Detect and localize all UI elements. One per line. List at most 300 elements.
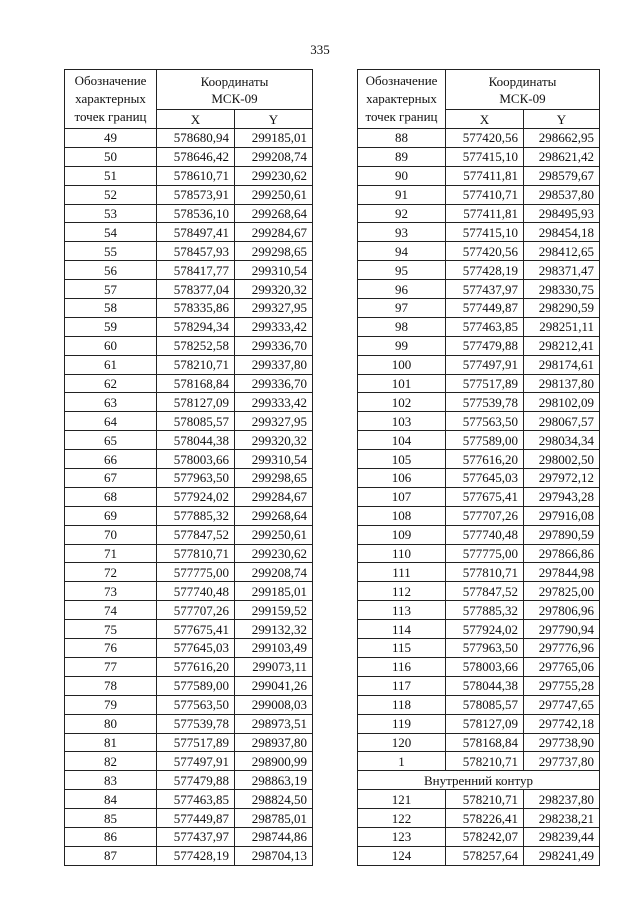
- x-cell: 578168,84: [157, 374, 235, 393]
- y-column-header: Y: [524, 110, 600, 129]
- table-row: [65, 639, 313, 658]
- header-row: [358, 70, 600, 110]
- point-label-header: [358, 70, 446, 129]
- table-row: [65, 412, 313, 431]
- coordinates-header-line: МСК-09: [499, 90, 546, 106]
- y-cell: 298495,93: [524, 204, 600, 223]
- x-cell: 578417,77: [157, 261, 235, 280]
- coordinates-table-left: [64, 69, 313, 866]
- y-cell: 298238,21: [524, 809, 600, 828]
- point-cell: 75: [65, 620, 157, 639]
- table-row: [65, 846, 313, 865]
- x-cell: 578610,71: [157, 166, 235, 185]
- table-row: [65, 355, 313, 374]
- table-row: [358, 129, 600, 148]
- x-cell: 577924,02: [157, 487, 235, 506]
- x-cell: 577616,20: [157, 657, 235, 676]
- table-row: [65, 204, 313, 223]
- x-cell: 578257,64: [446, 846, 524, 865]
- y-cell: 297755,28: [524, 676, 600, 695]
- table-row: [358, 506, 600, 525]
- point-cell: 78: [65, 676, 157, 695]
- table-row: [358, 639, 600, 658]
- x-cell: 577539,78: [157, 714, 235, 733]
- point-cell: 92: [358, 204, 446, 223]
- y-cell: 297890,59: [524, 525, 600, 544]
- y-cell: 299333,42: [235, 393, 313, 412]
- x-cell: 577645,03: [157, 639, 235, 658]
- x-cell: 578377,04: [157, 280, 235, 299]
- x-cell: 577740,48: [157, 582, 235, 601]
- y-cell: 297742,18: [524, 714, 600, 733]
- point-cell: 54: [65, 223, 157, 242]
- point-cell: 66: [65, 450, 157, 469]
- table-row: [358, 355, 600, 374]
- table-row: [358, 412, 600, 431]
- y-cell: 299268,64: [235, 506, 313, 525]
- y-cell: 299320,32: [235, 280, 313, 299]
- x-cell: 577420,56: [446, 129, 524, 148]
- x-cell: 578003,66: [446, 657, 524, 676]
- header-row: [65, 70, 313, 110]
- table-row: [358, 147, 600, 166]
- point-cell: 72: [65, 563, 157, 582]
- point-cell: 89: [358, 147, 446, 166]
- x-cell: 577411,81: [446, 204, 524, 223]
- x-cell: 577449,87: [157, 809, 235, 828]
- coordinates-table-right: [357, 69, 600, 866]
- table-row: [65, 676, 313, 695]
- y-cell: 298621,42: [524, 147, 600, 166]
- x-cell: 577675,41: [157, 620, 235, 639]
- point-cell: 88: [358, 129, 446, 148]
- table-row: [65, 374, 313, 393]
- x-cell: 578127,09: [157, 393, 235, 412]
- y-cell: 299132,32: [235, 620, 313, 639]
- x-cell: 578573,91: [157, 185, 235, 204]
- x-cell: 577539,78: [446, 393, 524, 412]
- point-cell: 108: [358, 506, 446, 525]
- x-cell: 577645,03: [446, 469, 524, 488]
- table-row: [358, 299, 600, 318]
- point-cell: 86: [65, 827, 157, 846]
- table-row: [358, 469, 600, 488]
- x-cell: 578127,09: [446, 714, 524, 733]
- y-cell: 298973,51: [235, 714, 313, 733]
- table-row: [358, 431, 600, 450]
- table-row: [358, 204, 600, 223]
- table-row: [358, 223, 600, 242]
- x-cell: 577497,91: [157, 752, 235, 771]
- x-cell: 577675,41: [446, 487, 524, 506]
- point-cell: 71: [65, 544, 157, 563]
- y-cell: 297790,94: [524, 620, 600, 639]
- x-cell: 577589,00: [446, 431, 524, 450]
- table-row: [358, 714, 600, 733]
- point-cell: 113: [358, 601, 446, 620]
- x-cell: 578497,41: [157, 223, 235, 242]
- y-cell: 299103,49: [235, 639, 313, 658]
- y-cell: 297806,96: [524, 601, 600, 620]
- x-cell: 577497,91: [446, 355, 524, 374]
- point-cell: 77: [65, 657, 157, 676]
- x-cell: 578242,07: [446, 827, 524, 846]
- table-row: [65, 431, 313, 450]
- point-cell: 70: [65, 525, 157, 544]
- x-cell: 578335,86: [157, 299, 235, 318]
- y-cell: 299310,54: [235, 450, 313, 469]
- point-label-line: Обозначение: [365, 73, 438, 88]
- y-cell: 298330,75: [524, 280, 600, 299]
- point-cell: 81: [65, 733, 157, 752]
- table-row: [65, 752, 313, 771]
- table-row: [358, 317, 600, 336]
- table-row: [358, 676, 600, 695]
- point-cell: 94: [358, 242, 446, 261]
- point-cell: 82: [65, 752, 157, 771]
- y-cell: 297776,96: [524, 639, 600, 658]
- point-cell: 104: [358, 431, 446, 450]
- x-cell: 577415,10: [446, 147, 524, 166]
- x-cell: 577963,50: [157, 469, 235, 488]
- point-cell: 114: [358, 620, 446, 639]
- y-cell: 299284,67: [235, 223, 313, 242]
- table-row: [65, 393, 313, 412]
- x-cell: 577885,32: [157, 506, 235, 525]
- table-row: [358, 261, 600, 280]
- y-cell: 298704,13: [235, 846, 313, 865]
- x-cell: 578536,10: [157, 204, 235, 223]
- y-cell: 297737,80: [524, 752, 600, 771]
- x-cell: 577707,26: [157, 601, 235, 620]
- y-cell: 299230,62: [235, 166, 313, 185]
- x-cell: 577479,88: [157, 771, 235, 790]
- y-column-header: Y: [235, 110, 313, 129]
- x-cell: 578044,38: [446, 676, 524, 695]
- point-cell: 85: [65, 809, 157, 828]
- x-cell: 577463,85: [446, 317, 524, 336]
- point-cell: 100: [358, 355, 446, 374]
- y-cell: 298785,01: [235, 809, 313, 828]
- y-cell: 299185,01: [235, 582, 313, 601]
- y-cell: 299250,61: [235, 525, 313, 544]
- x-cell: 577563,50: [157, 695, 235, 714]
- point-cell: 53: [65, 204, 157, 223]
- table-row: [65, 242, 313, 261]
- point-cell: 1: [358, 752, 446, 771]
- point-cell: 62: [65, 374, 157, 393]
- y-cell: 298371,47: [524, 261, 600, 280]
- point-cell: 84: [65, 790, 157, 809]
- y-cell: 297765,06: [524, 657, 600, 676]
- x-cell: 578210,71: [157, 355, 235, 374]
- y-cell: 298002,50: [524, 450, 600, 469]
- table-row: [358, 601, 600, 620]
- y-cell: 299327,95: [235, 412, 313, 431]
- coordinates-header: [157, 70, 313, 110]
- x-cell: 578210,71: [446, 790, 524, 809]
- point-cell: 123: [358, 827, 446, 846]
- table-row: [358, 450, 600, 469]
- y-cell: 297866,86: [524, 544, 600, 563]
- table-row: [65, 601, 313, 620]
- x-cell: 577847,52: [157, 525, 235, 544]
- table-row: [358, 487, 600, 506]
- table-row: [358, 752, 600, 771]
- point-cell: 68: [65, 487, 157, 506]
- point-cell: 124: [358, 846, 446, 865]
- x-cell: 577415,10: [446, 223, 524, 242]
- point-cell: 99: [358, 336, 446, 355]
- y-cell: 299208,74: [235, 563, 313, 582]
- x-cell: 577740,48: [446, 525, 524, 544]
- y-cell: 298744,86: [235, 827, 313, 846]
- x-cell: 577775,00: [446, 544, 524, 563]
- point-cell: 93: [358, 223, 446, 242]
- point-cell: 98: [358, 317, 446, 336]
- table-row: [65, 450, 313, 469]
- point-cell: 97: [358, 299, 446, 318]
- y-cell: 299298,65: [235, 469, 313, 488]
- point-cell: 96: [358, 280, 446, 299]
- y-cell: 297825,00: [524, 582, 600, 601]
- x-column-header: X: [157, 110, 235, 129]
- y-cell: 299185,01: [235, 129, 313, 148]
- point-cell: 63: [65, 393, 157, 412]
- point-cell: 116: [358, 657, 446, 676]
- y-cell: 297738,90: [524, 733, 600, 752]
- point-cell: 107: [358, 487, 446, 506]
- y-cell: 299327,95: [235, 299, 313, 318]
- y-cell: 298900,99: [235, 752, 313, 771]
- coordinates-header-line: МСК-09: [211, 90, 258, 106]
- y-cell: 299159,52: [235, 601, 313, 620]
- table-row: [65, 771, 313, 790]
- table-row: [358, 544, 600, 563]
- point-label-line: Обозначение: [74, 73, 147, 88]
- point-cell: 55: [65, 242, 157, 261]
- table-row: [358, 582, 600, 601]
- point-cell: 90: [358, 166, 446, 185]
- point-cell: 56: [65, 261, 157, 280]
- point-cell: 117: [358, 676, 446, 695]
- x-cell: 577707,26: [446, 506, 524, 525]
- table-row: [358, 393, 600, 412]
- y-cell: 299073,11: [235, 657, 313, 676]
- table-row: [358, 620, 600, 639]
- table-row: [65, 733, 313, 752]
- point-cell: 111: [358, 563, 446, 582]
- y-cell: 298537,80: [524, 185, 600, 204]
- y-cell: 298824,50: [235, 790, 313, 809]
- page-number: 335: [310, 42, 330, 57]
- y-cell: 298241,49: [524, 846, 600, 865]
- x-cell: 577437,97: [446, 280, 524, 299]
- point-cell: 58: [65, 299, 157, 318]
- y-cell: 299008,03: [235, 695, 313, 714]
- point-cell: 109: [358, 525, 446, 544]
- point-cell: 65: [65, 431, 157, 450]
- table-row: [65, 487, 313, 506]
- x-cell: 578457,93: [157, 242, 235, 261]
- coordinates-header-line: Координаты: [488, 73, 557, 89]
- point-cell: 106: [358, 469, 446, 488]
- point-cell: 60: [65, 336, 157, 355]
- table-row: [358, 374, 600, 393]
- table-row: [65, 280, 313, 299]
- point-cell: 118: [358, 695, 446, 714]
- point-cell: 121: [358, 790, 446, 809]
- x-cell: 578226,41: [446, 809, 524, 828]
- point-cell: 120: [358, 733, 446, 752]
- point-cell: 112: [358, 582, 446, 601]
- x-cell: 577885,32: [446, 601, 524, 620]
- y-cell: 298174,61: [524, 355, 600, 374]
- x-cell: 578044,38: [157, 431, 235, 450]
- x-cell: 577449,87: [446, 299, 524, 318]
- right-table-body: [358, 129, 600, 866]
- y-cell: 298034,34: [524, 431, 600, 450]
- y-cell: 298251,11: [524, 317, 600, 336]
- y-cell: 298454,18: [524, 223, 600, 242]
- table-row: [65, 525, 313, 544]
- y-cell: 299336,70: [235, 374, 313, 393]
- x-cell: 577847,52: [446, 582, 524, 601]
- y-cell: 299250,61: [235, 185, 313, 204]
- x-cell: 578294,34: [157, 317, 235, 336]
- y-cell: 299337,80: [235, 355, 313, 374]
- table-row: [358, 695, 600, 714]
- x-cell: 577563,50: [446, 412, 524, 431]
- y-cell: 297747,65: [524, 695, 600, 714]
- x-cell: 577428,19: [446, 261, 524, 280]
- point-cell: 83: [65, 771, 157, 790]
- y-cell: 298137,80: [524, 374, 600, 393]
- table-row: [358, 336, 600, 355]
- y-cell: 298290,59: [524, 299, 600, 318]
- table-row: [65, 544, 313, 563]
- point-cell: 102: [358, 393, 446, 412]
- point-cell: 57: [65, 280, 157, 299]
- table-row: [65, 695, 313, 714]
- point-cell: 67: [65, 469, 157, 488]
- y-cell: 298212,41: [524, 336, 600, 355]
- table-row: [65, 506, 313, 525]
- x-cell: 577616,20: [446, 450, 524, 469]
- point-cell: 80: [65, 714, 157, 733]
- point-cell: 95: [358, 261, 446, 280]
- table-row: [65, 317, 313, 336]
- point-cell: 73: [65, 582, 157, 601]
- y-cell: 298067,57: [524, 412, 600, 431]
- x-cell: 577963,50: [446, 639, 524, 658]
- table-row: [65, 657, 313, 676]
- coordinates-header: [446, 70, 600, 110]
- table-row: [65, 129, 313, 148]
- y-cell: 297972,12: [524, 469, 600, 488]
- point-cell: 110: [358, 544, 446, 563]
- y-cell: 298239,44: [524, 827, 600, 846]
- table-row: [358, 185, 600, 204]
- table-row: [358, 657, 600, 676]
- point-cell: 91: [358, 185, 446, 204]
- x-cell: 578680,94: [157, 129, 235, 148]
- y-cell: 299310,54: [235, 261, 313, 280]
- y-cell: 299333,42: [235, 317, 313, 336]
- table-row: [358, 827, 600, 846]
- x-column-header: X: [446, 110, 524, 129]
- table-row: [65, 147, 313, 166]
- point-label-line: точек границ: [365, 109, 438, 124]
- point-cell: 76: [65, 639, 157, 658]
- table-row: [65, 582, 313, 601]
- x-cell: 577463,85: [157, 790, 235, 809]
- table-row: [358, 242, 600, 261]
- table-row: [65, 166, 313, 185]
- table-row: [65, 185, 313, 204]
- y-cell: 299336,70: [235, 336, 313, 355]
- x-cell: 577479,88: [446, 336, 524, 355]
- point-cell: 51: [65, 166, 157, 185]
- x-cell: 577410,71: [446, 185, 524, 204]
- point-cell: 122: [358, 809, 446, 828]
- table-row: [65, 223, 313, 242]
- y-cell: 299320,32: [235, 431, 313, 450]
- y-cell: 297844,98: [524, 563, 600, 582]
- x-cell: 578252,58: [157, 336, 235, 355]
- section-label: Внутренний контур: [358, 771, 600, 790]
- table-row: [65, 714, 313, 733]
- table-row: [358, 846, 600, 865]
- table-row: [65, 563, 313, 582]
- y-cell: 299284,67: [235, 487, 313, 506]
- point-cell: 105: [358, 450, 446, 469]
- x-cell: 577517,89: [446, 374, 524, 393]
- section-row: [358, 771, 600, 790]
- point-cell: 52: [65, 185, 157, 204]
- x-cell: 578646,42: [157, 147, 235, 166]
- y-cell: 299230,62: [235, 544, 313, 563]
- point-cell: 74: [65, 601, 157, 620]
- table-row: [65, 827, 313, 846]
- x-cell: 578210,71: [446, 752, 524, 771]
- point-cell: 50: [65, 147, 157, 166]
- y-cell: 298237,80: [524, 790, 600, 809]
- x-cell: 577420,56: [446, 242, 524, 261]
- x-cell: 577924,02: [446, 620, 524, 639]
- coordinates-header-line: Координаты: [200, 73, 269, 89]
- x-cell: 578085,57: [157, 412, 235, 431]
- x-cell: 577775,00: [157, 563, 235, 582]
- x-cell: 577810,71: [446, 563, 524, 582]
- table-row: [358, 563, 600, 582]
- table-row: [65, 261, 313, 280]
- y-cell: 298412,65: [524, 242, 600, 261]
- point-label-line: характерных: [75, 91, 146, 106]
- left-table-body: [65, 129, 313, 866]
- y-cell: 298662,95: [524, 129, 600, 148]
- y-cell: 297943,28: [524, 487, 600, 506]
- x-cell: 577517,89: [157, 733, 235, 752]
- x-cell: 577437,97: [157, 827, 235, 846]
- table-row: [358, 525, 600, 544]
- table-row: [65, 469, 313, 488]
- table-row: [65, 299, 313, 318]
- table-row: [358, 280, 600, 299]
- table-row: [65, 790, 313, 809]
- table-row: [358, 790, 600, 809]
- point-cell: 119: [358, 714, 446, 733]
